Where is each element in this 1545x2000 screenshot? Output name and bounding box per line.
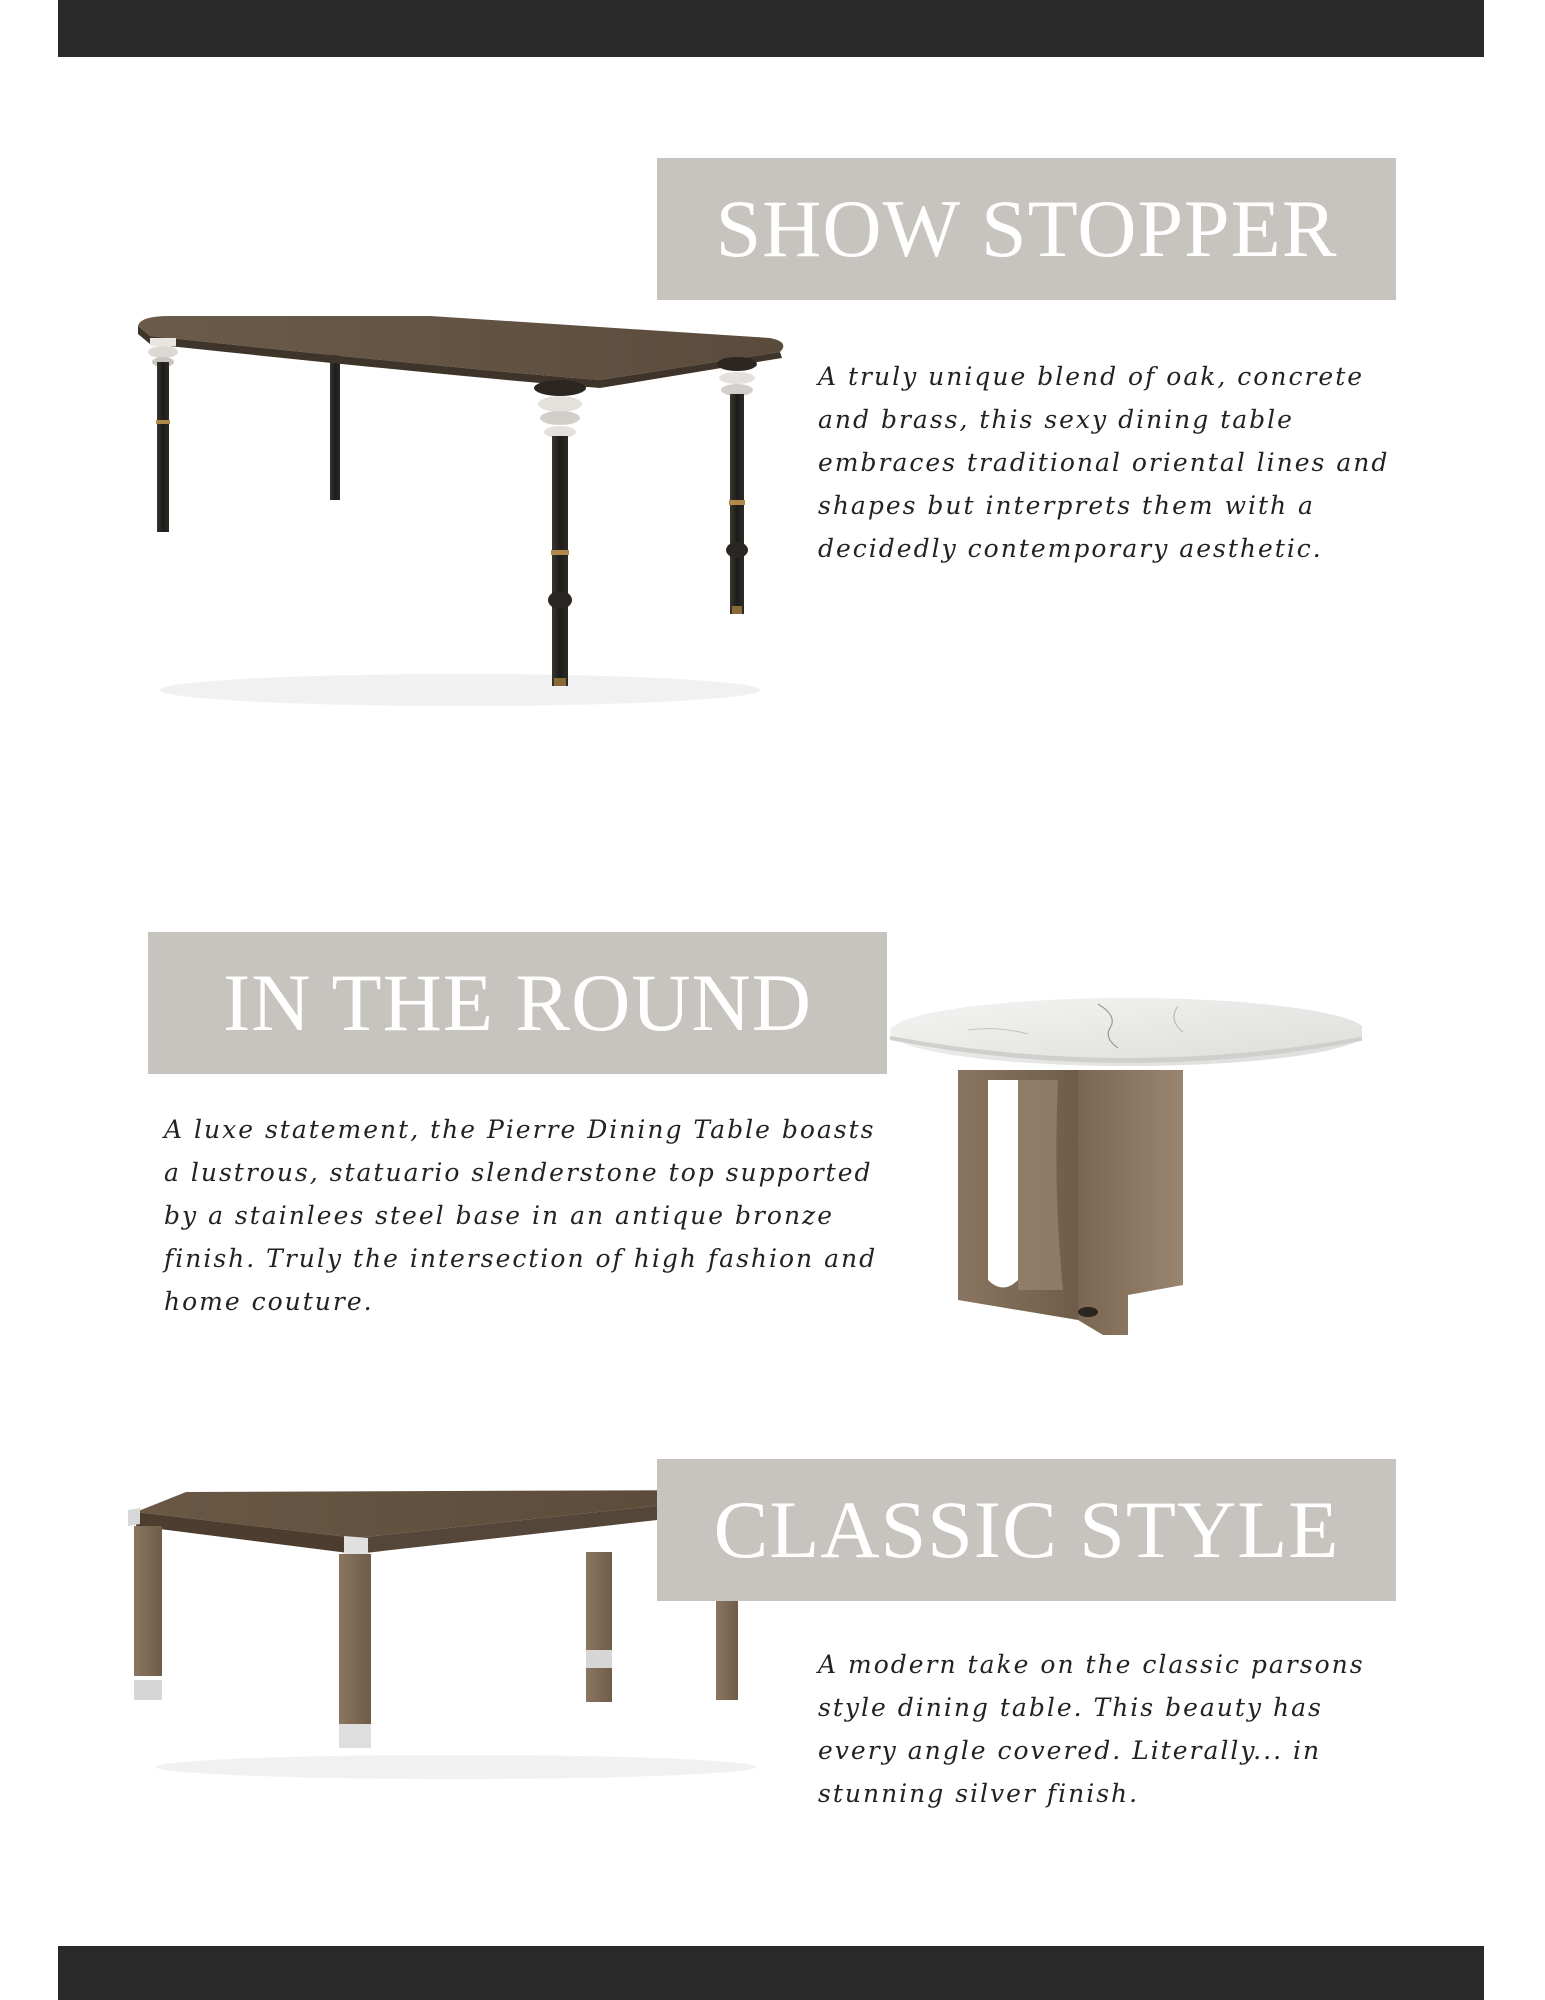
top-band xyxy=(58,0,1484,57)
section-description-in-the-round xyxy=(164,1108,877,1323)
round-marble-dining-table-image xyxy=(878,990,1362,1350)
description-line: style dining table. This beauty has xyxy=(818,1693,1323,1722)
heading-text: IN THE ROUND xyxy=(222,957,812,1048)
description-line: A truly unique blend of oak, concrete xyxy=(818,362,1365,391)
bottom-band xyxy=(58,1946,1484,2000)
section-description-classic-style xyxy=(818,1643,1365,1815)
heading-text: CLASSIC STYLE xyxy=(713,1484,1340,1575)
description-line: shapes but interprets them with a xyxy=(818,491,1315,520)
oriental-dining-table-image xyxy=(130,300,790,710)
description-line: home couture. xyxy=(164,1287,374,1316)
description-line: A luxe statement, the Pierre Dining Table boasts xyxy=(164,1115,876,1144)
description-line: by a stainlees steel base in an antique bronze xyxy=(164,1201,835,1230)
heading-text: SHOW STOPPER xyxy=(715,183,1338,274)
section-heading-in-the-round xyxy=(148,932,887,1074)
description-line: a lustrous, statuario slenderstone top supported xyxy=(164,1158,873,1187)
section-description-show-stopper xyxy=(818,355,1389,570)
description-line: embraces traditional oriental lines and xyxy=(818,448,1390,477)
description-line: finish. Truly the intersection of high fashion and xyxy=(164,1244,878,1273)
description-line: and brass, this sexy dining table xyxy=(818,405,1294,434)
description-line: decidedly contemporary aesthetic. xyxy=(818,534,1323,563)
description-line: stunning silver finish. xyxy=(818,1779,1140,1808)
section-heading-show-stopper xyxy=(657,158,1396,300)
description-line: A modern take on the classic parsons xyxy=(818,1650,1365,1679)
description-line: every angle covered. Literally... in xyxy=(818,1736,1322,1765)
section-heading-classic-style xyxy=(657,1459,1396,1601)
